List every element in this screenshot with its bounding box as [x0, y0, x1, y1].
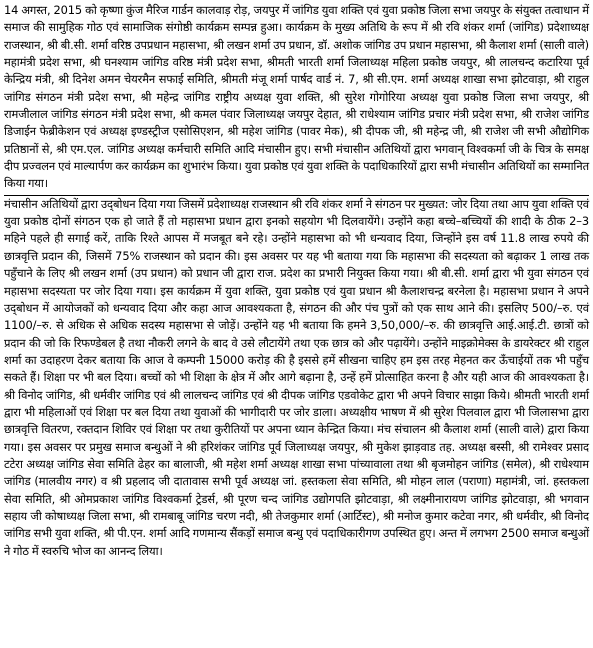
article-paragraph-speeches: मंचासीन अतिथियों द्वारा उद्‌बोधन दिया गया जिसमें प्रदेशाध्यक्ष राजस्थान श्री रवि शंकर शर्मा ने संगठन पर मुख्यत: जोर दिया तथा आप युवा शक्ति एवं युवा प्रकोष्ठ दोनों संगठन एक हो जाते हैं तो महासभा प्रधान द्वारा इनको सहयोग भी दिलवायेंगे। उन्होंने कहा बच्चे–बच्चियों की शादी के ठीक 2–3 महिने पहले ही सगाई करें, ताकि रिश्ते आपस में मजबूत बने रहे। उन्होंने महासभा को भी धन्यवाद दिया, जिन्होंने इस वर्ष 11.8 लाख रुपये की छात्रवृत्ति प्रदान की, जिसमें 75% राजस्थान को प्रदान की। इस अवसर पर यह भी बताया गया कि महासभा की सदस्यता को बढ़ाकर 1 लाख तक पहुँचाने के लिए श्री लखन शर्मा (उप प्रधान) को प्रधान जी द्वारा राज. प्रदेश का प्रभारी नियुक्त किया गया। श्री बी.सी. शर्मा द्वारा भी युवा संगठन एवं महासभा सदस्यता पर जोर दिया गया। इस कार्यक्रम में युवा शक्ति, युवा प्रकोष्ठ एवं युवा प्रधान श्री कैलाशचन्द्र बरनेला है। महासभा प्रधान ने अपने उद्‌बोधन में आयोजकों को धन्यवाद दिया और कहा आज आवश्यकता है, संगठन की और पंच पुत्रों को एक साथ आने की। इसलिए 500/–रु. एवं 1100/–रु. से अधिक से अधिक सदस्य महासभा से जोड़ें। उन्होंने यह भी बताया कि हमने 3,50,000/–रु. की छात्रवृत्ति आई.आई.टी. छात्रों को प्रदान की जो कि रिफण्डेबल है तथा नौकरी लगने के बाद वे उसे लौटायेंगे तथा एक छात्र को और पढ़ायेंगे। उन्होंने माइक्रोमेक्स के डायरेक्टर श्री राहुल शर्मा का उदाहरण देकर बताया कि आज वे कम्पनी 15000 करोड़ की है इससे हमें सीखना चाहिए हम इस तरह मेहनत कर ऊँचाईयों तक भी पहुँच सकते हैं। शिक्षा पर भी बल दिया। बच्चों को भी शिक्षा के क्षेत्र में और आगे बढ़ाना है, उन्हें हमें प्रोत्साहित करना है और यही आज की आवश्यकता है। श्री विनोद जांगिड, श्री धर्मवीर जांगिड एवं श्री लालचन्द जांगिड एवं श्री दीपक जांगिड एडवोकेट द्वारा भी अपने विचार साझा किये। श्रीमती भारती शर्मा द्वारा भी महिलाओं एवं शिक्षा पर बल दिया तथा युवाओं की भागीदारी पर जोर डाला। अध्यक्षीय भाषण में श्री सुरेश पिलवाल द्वारा भी जिलासभा द्वारा छात्रवृत्ति वितरण, रक्तदान शिविर एवं शिक्षा पर तथा कुरीतियों पर अपना ध्यान केन्द्रित किया। मंच संचालन श्री कैलाश शर्मा (साली वाले) द्वारा किया गया। इस अवसर पर प्रमुख समाज बन्धुओं ने श्री हरिशंकर जांगिड पूर्व जिलाध्यक्ष जयपुर, श्री मुकेश झाड़वाड तह. अध्यक्ष बस्सी, श्री रामेश्वर प्रसाद टटेरा अध्यक्ष जांगिड सेवा समिति ढेहर का बालाजी, श्री महेश शर्मा अध्यक्ष शाखा सभा पांच्यावाला तथा श्री बृजमोहन जांगिड (समेल), श्री राधेश्याम जांगिड (मालवीय नगर) व श्री प्रहलाद जी दातावास सभी पूर्व अध्यक्ष जां. हस्तकला सेवा समिति, श्री मोहन लाल (पराणा) महामंत्री, जां. हस्तकला सेवा समिति, श्री ओमप्रकाश जांगिड विश्वकर्मा ट्रेडर्स, श्री पूरण चन्द जांगिड उद्योगपति झोटवाड़ा, श्री लक्ष्मीनारायण जांगिड झोटवाड़ा, श्री भगवान सहाय जी कोषाध्यक्ष जिला सभा, श्री रामबाबू जांगिड चरण नदी, श्री तेजकुमार शर्मा (आर्टिस्ट), श्री मनोज कुमार कटेवा नगर, श्री धर्मवीर, श्री विनोद जांगिड सभी युवा शक्ति, श्री पी.एन. शर्मा आदि गणमान्य सैंकड़ों समाज बन्धु एवं पदाधिकारीगण उपस्थित हुए। अन्त में लगभग 2500 समाज बन्धुओं ने गोठ में स्वरुचि भोज का आनन्द लिया।	[4, 196, 589, 558]
article-paragraph-event-intro: 14 अगस्त, 2015 को कृष्णा कुंज मैरिज गार्डन कालवाड़ रोड़, जयपुर में जांगिड युवा शक्ति एवं युवा प्रकोष्ठ जिला सभा जयपुर के संयुक्त तत्वाधान में समाज की सामुहिक गोठ एवं सामाजिक संगोष्ठी कार्यक्रम सम्पन्न हुआ। कार्यक्रम के मुख्य अतिथि के रूप में श्री रवि शंकर शर्मा (जांगिड) प्रदेशाध्यक्ष राजस्थान, श्री बी.सी. शर्मा वरिष्ठ उपप्रधान महासभा, श्री लखन शर्मा उप प्रधान, डॉ. अशोक जांगिड उप प्रधान महासभा, श्री कैलाश शर्मा (साली वाले) महामंत्री प्रदेश सभा, श्री घनश्याम जांगिड वरिष्ठ मंत्री प्रदेश सभा, श्रीमती भारती शर्मा जिलाध्यक्ष महिला प्रकोष्ठ जयपुर, श्री लालचन्द कटारिया पूर्व केन्द्रिय मंत्री, श्री दिनेश अमन चेयरमैन सफाई समिति, श्रीमती मंजू शर्मा पार्षद वार्ड नं. 7, श्री सी.एम. शर्मा अध्यक्ष शाखा सभा झोटवाड़ा, श्री राहुल जांगिड संगठन मंत्री प्रदेश सभा, श्री महेन्द्र जांगिड राष्ट्रीय अध्यक्ष युवा शक्ति, श्री सुरेश गोगोरिया अध्यक्ष युवा प्रकोष्ठ जिला सभा जयपुर, श्री रामजीलाल जांगिड संगठन मंत्री प्रदेश सभा, श्री कमल पंवार जिलाध्यक्ष जयपुर देहात, श्री राधेश्याम जांगिड प्रचार मंत्री प्रदेश सभा, श्री राजेश जांगिड डिजाईन फेब्रीकेशन एवं अध्यक्ष इण्डस्ट्रीज एसोसिएशन, श्री महेश जांगिड (पावर मेक), श्री दीपक जी, श्री महेन्द्र जी, श्री राजेश जी सभी औद्योगिक प्रतिष्ठानों से, श्री एम.एल. जांगिड अध्यक्ष कर्मचारी समिति आदि मंचासीन हुए। सभी मंचासीन अतिथियों द्वारा भगवान् विश्वकर्मा जी के चित्र के समक्ष दीप प्रज्वलन एवं माल्यार्पण कर कार्यक्रम का शुभारंभ किया। युवा प्रकोष्ठ एवं युवा शक्ति के पदाधिकारियों द्वारा सभी मंचासीन अतिथियों का सम्मानित किया गया।	[4, 2, 589, 196]
